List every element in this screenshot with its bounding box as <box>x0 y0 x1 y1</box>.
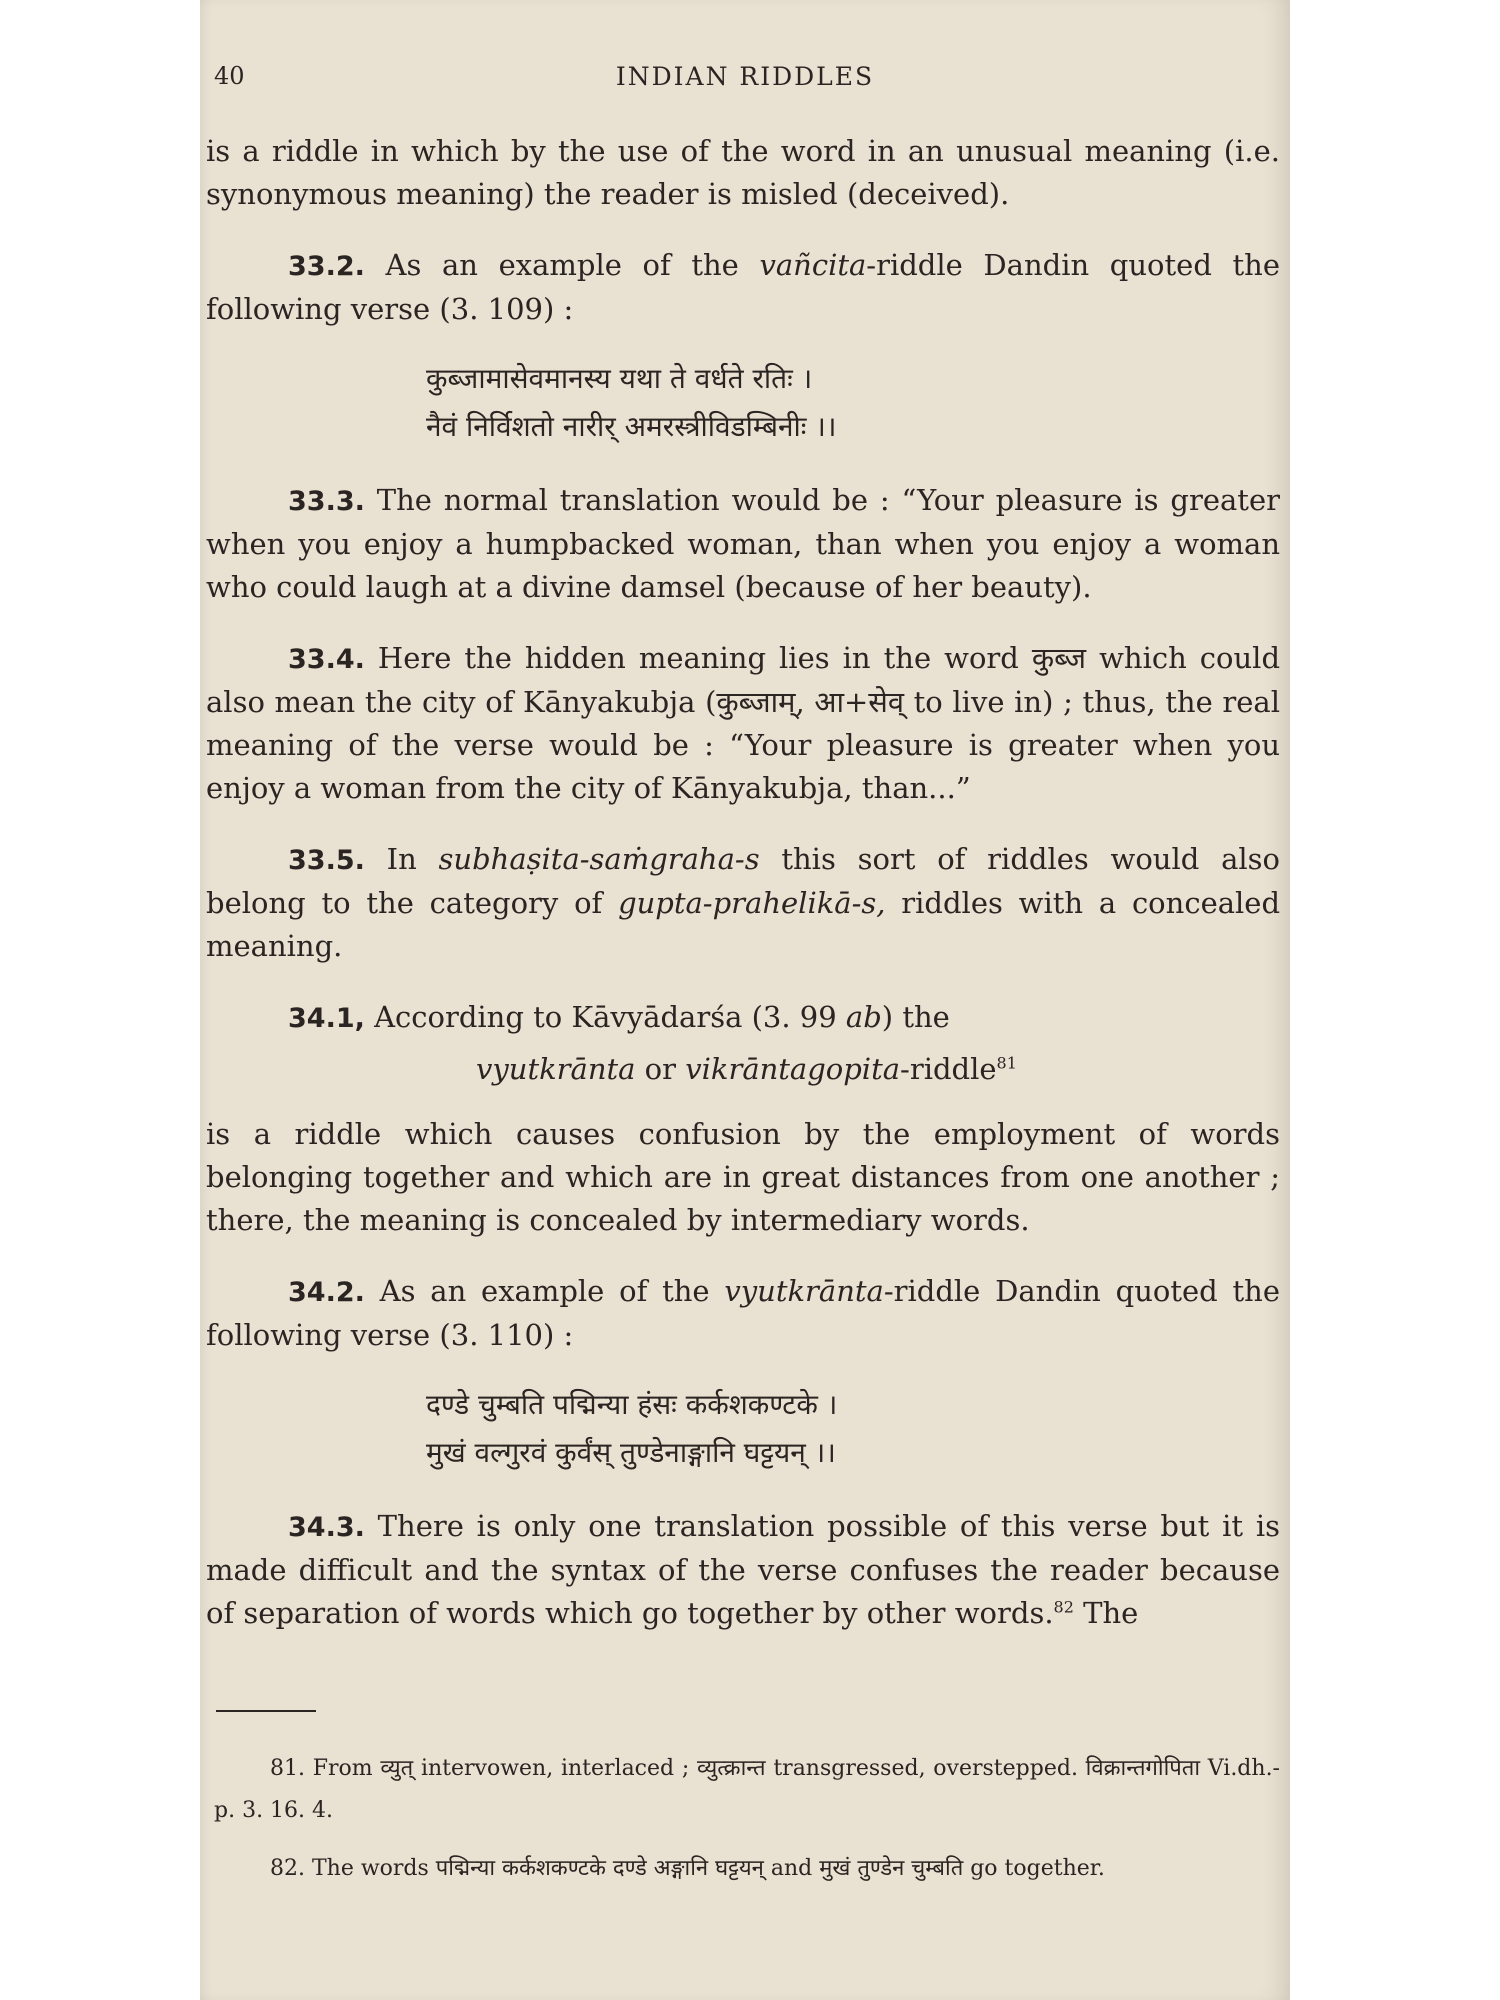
paragraph-continuation: is a riddle in which by the use of the word in an unusual meaning (i.e. synonymous meaning) the reader is misled (deceived). <box>206 134 1280 211</box>
paragraph-number: 33.4. <box>288 644 365 675</box>
book-page <box>200 0 1290 2000</box>
riddle-name-line: vyutkrānta or vikrāntagopita-riddle$^{81}$ <box>476 1052 1017 1086</box>
verse-line: दण्डे चुम्बति पद्मिन्या हंसः कर्कशकण्टके । <box>426 1388 838 1421</box>
verse-line: नैवं निर्विशतो नारीर् अमरस्त्रीविडम्बिनीः ।। <box>426 410 837 443</box>
page-header <box>214 62 1276 102</box>
paragraph-33-5: 33.5. In subhaṣita-saṁgraha-s this sort of riddles would also belong to the category of gupta-prahelikā-s, riddles with a concealed meaning. <box>206 842 1281 963</box>
term: subhaṣita-saṁgraha-s <box>438 842 760 876</box>
verse-line: मुखं वल्गुरवं कुर्वंस् तुण्डेनाङ्गानि घट्टयन् ।। <box>426 1436 836 1469</box>
paragraph-33-3: 33.3. The normal translation would be : “Your pleasure is greater when you enjoy a humpbacked woman, than when you enjoy a woman who could laugh at a divine damsel (because of her beauty). <box>206 483 1280 604</box>
paragraph-33-4: 33.4. Here the hidden meaning lies in the word कुब्ज which could also mean the city of Kānyakubja (कुब्जाम्, आ+सेव् to live in) ; thus, the real meaning of the verse would be : “Your pleasure is greater when you enjoy a woman from the city of Kānyakubja, than...” <box>206 641 1281 805</box>
paragraph-number: 33.2. <box>288 251 365 282</box>
paragraph-number: 34.2. <box>288 1277 365 1308</box>
term: vyutkrānta <box>476 1052 636 1086</box>
footnote-81: 81. From व्युत् intervowen, interlaced ; व्युत्क्रान्त transgressed, overstepped. विक्रान्तगोपिता Vi.dh.-p. 3. 16. 4. <box>214 1756 1280 1823</box>
paragraph-number: 34.1, <box>288 1003 365 1034</box>
footnotes <box>214 1748 1280 1906</box>
paragraph-34-3: 34.3. There is only one translation possible of this verse but it is made difficult and the syntax of the verse confuses the reader because of separation of words which go together by other words.$^{82}$ The <box>206 1509 1280 1630</box>
paragraph-34-1-intro: 34.1, According to Kāvyādarśa (3. 99 ab) the <box>288 1000 950 1034</box>
footnote-rule <box>216 1710 316 1712</box>
footnote-82: 82. The words पद्मिन्या कर्कशकण्टके दण्डे अङ्गानि घट्टयन् and मुखं तुण्डेन चुम्बति go together. <box>270 1856 1105 1881</box>
sanskrit-verse-2 <box>206 1381 1280 1477</box>
paragraph-number: 34.3. <box>288 1512 365 1543</box>
term: vikrāntagopita <box>685 1052 901 1086</box>
verse-line: कुब्जामासेवमानस्य यथा ते वर्धते रतिः । <box>426 362 813 395</box>
sanskrit-verse-1 <box>206 355 1280 451</box>
term: vañcita <box>759 248 867 282</box>
paragraph-number: 33.3. <box>288 486 365 517</box>
term: gupta-prahelikā-s, <box>618 886 886 920</box>
footnote-ref: 82 <box>1053 1597 1074 1617</box>
paragraph-34-2: 34.2. As an example of the vyutkrānta-riddle Dandin quoted the following verse (3. 110) : <box>206 1274 1281 1352</box>
paragraph-33-2: 33.2. As an example of the vañcita-riddle Dandin quoted the following verse (3. 109) : <box>206 248 1281 326</box>
paragraph-34-1-body: is a riddle which causes confusion by the employment of words belonging together and which are in great distances from one another ; there, the meaning is concealed by intermediary words. <box>206 1117 1280 1237</box>
page-body <box>206 130 1280 1663</box>
paragraph-number: 33.5. <box>288 845 365 876</box>
footnote-ref: 81 <box>996 1053 1017 1073</box>
term: vyutkrānta <box>724 1274 884 1308</box>
page-number: 40 <box>214 62 245 90</box>
running-title: INDIAN RIDDLES <box>615 62 875 91</box>
